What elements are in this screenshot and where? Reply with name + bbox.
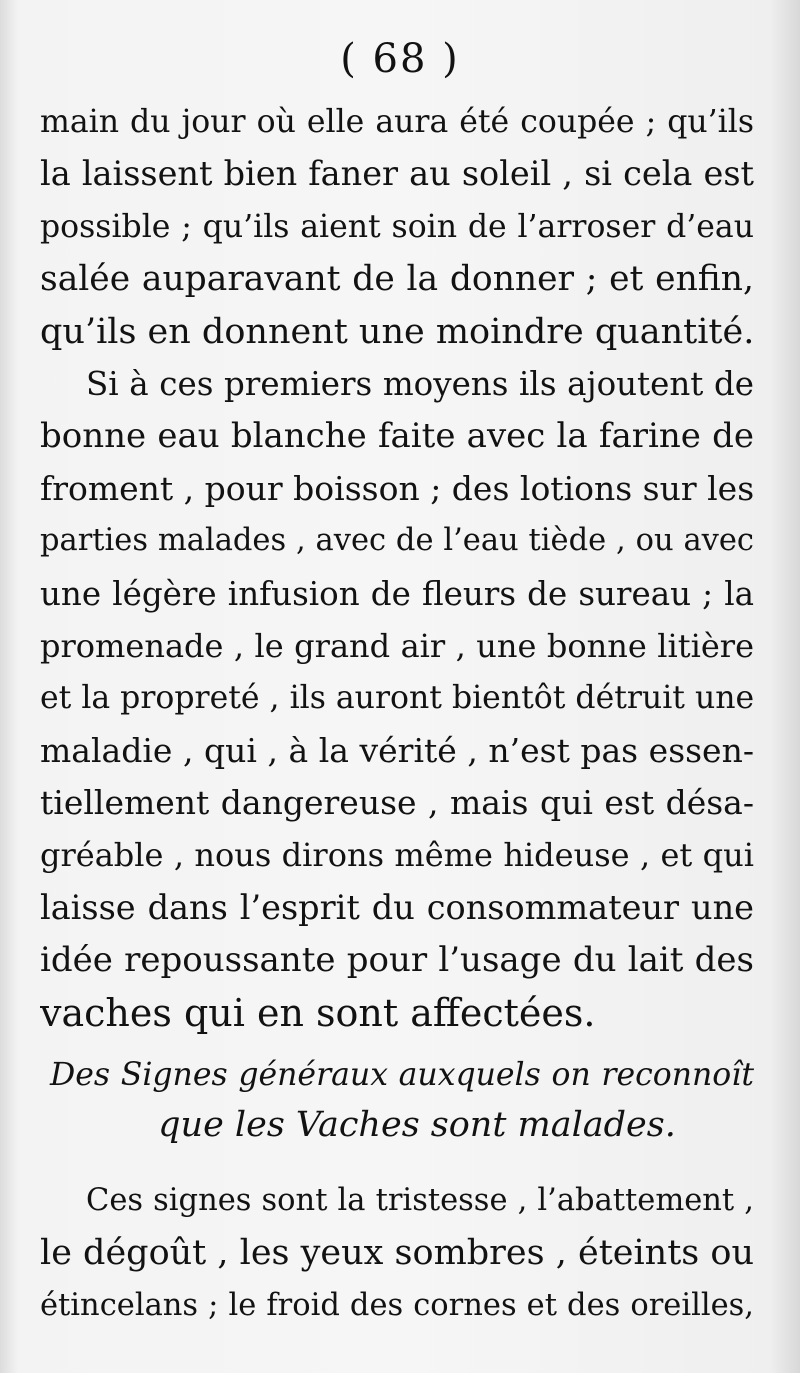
text-line: une légère infusion de fleurs de sureau ; la [40,574,754,613]
text-line: la laissent bien faner au soleil , si cela est [40,154,754,194]
section-heading [40,1050,754,1150]
text-line: froment , pour boisson ; des lotions sur les [40,468,754,508]
text-line: promenade , le grand air , une bonne litière [40,626,754,665]
body-text-top [40,96,754,1039]
text-line: Ces signes sont la tristesse , l’abattement , [86,1183,754,1218]
section-heading-line-1: Des Signes généraux auxquels on reconnoît [50,1057,754,1093]
text-line: gréable , nous dirons même hideuse , et qui [40,836,754,875]
text-line: salée auparavant de la donner ; et enfin, [40,259,754,300]
text-line: bonne eau blanche faite avec la farine de [40,416,754,457]
text-line: tiellement dangereuse , mais qui est désa- [40,783,754,823]
text-line: le dégoût , les yeux sombres , éteints ou [40,1233,754,1274]
text-line: parties malades , avec de l’eau tiède , ou avec [40,523,754,559]
text-line: et la propreté , ils auront bientôt détruit une [40,680,754,717]
text-line: étincelans ; le froid des cornes et des oreilles, [40,1287,754,1323]
page-number: ( 68 ) [340,36,460,82]
text-line: laisse dans l’esprit du consommateur une [40,887,754,927]
section-heading-line-2: que les Vaches sont malades. [158,1105,676,1145]
text-line: possible ; qu’ils aient soin de l’arroser d’eau [40,208,754,245]
text-line: maladie , qui , à la vérité , n’est pas essen- [40,730,754,770]
body-text-bottom [40,1175,754,1332]
text-line: main du jour où elle aura été coupée ; qu’ils [40,104,754,140]
text-line: Si à ces premiers moyens ils ajoutent de [86,364,754,403]
text-line: vaches qui en sont affectées. [40,990,596,1035]
text-line: idée repoussante pour l’usage du lait des [40,940,754,981]
text-line: qu’ils en donnent une moindre quantité. [40,311,754,352]
